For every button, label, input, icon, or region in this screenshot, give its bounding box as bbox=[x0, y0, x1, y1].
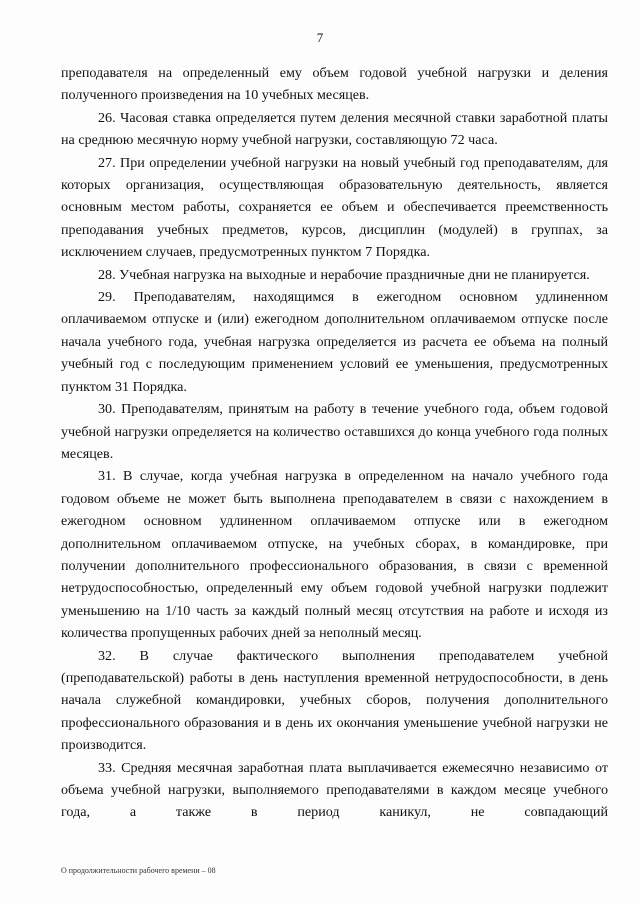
paragraph-30: 30. Преподавателям, принятым на работу в течение учебного года, объем годовой учебной нагрузки определяется на количество оставшихся до конца учебного года полных месяцев. bbox=[61, 401, 608, 462]
document-body bbox=[61, 62, 608, 824]
paragraph-26: 26. Часовая ставка определяется путем деления месячной ставки заработной платы на среднюю месячную норму учебной нагрузки, составляющую 72 часа. bbox=[61, 109, 608, 149]
footer-note: О продолжительности рабочего времени – 08 bbox=[61, 866, 216, 875]
paragraph-31: 31. В случае, когда учебная нагрузка в определенном на начало учебного года годовом объеме не может быть выполнена преподавателем в связи с нахождением в ежегодном основном удлиненном оплачиваемом отпуске или в ежегодном дополнительном оплачиваемом отпуске, на учебных сборах, в командировке, при получении дополнительного профессионального образования, в связи с временной нетрудоспособностью, определенный ему объем годовой учебной нагрузки подлежит уменьшению на 1/10 часть за каждый полный месяц отсутствия на работе и исходя из количества пропущенных рабочих дней за неполный месяц. bbox=[61, 468, 608, 642]
paragraph-32: 32. В случае фактического выполнения преподавателем учебной (преподавательской) работы в день наступления временной нетрудоспособности, в день начала служебной командировки, учебных сборов, получения дополнительного профессионального образования и в день их окончания уменьшение учебной нагрузки не производится. bbox=[61, 647, 608, 754]
paragraph-continuation: преподавателя на определенный ему объем годовой учебной нагрузки и деления полученного произведения на 10 учебных месяцев. bbox=[61, 65, 608, 104]
paragraph-27: 27. При определении учебной нагрузки на новый учебный год преподавателям, для которых организация, осуществляющая образовательную деятельность, является основным местом работы, сохраняется ее объем и обеспечивается преемственность преподавания учебных предметов, курсов, дисциплин (модулей) в группах, за исключением случаев, предусмотренных пунктом 7 Порядка. bbox=[61, 154, 608, 261]
paragraph-33: 33. Средняя месячная заработная плата выплачивается ежемесячно независимо от объема учебной нагрузки, выполняемого преподавателями в каждом месяце учебного года, а также в период каникул, не совпадающий bbox=[61, 759, 608, 821]
paragraph-29: 29. Преподавателям, находящимся в ежегодном основном удлиненном оплачиваемом отпуске и (или) ежегодном дополнительном оплачиваемом отпуске после начала учебного года, учебная нагрузка определяется из расчета ее объема на полный учебный год с последующим применением условий ее уменьшения, предусмотренных пунктом 31 Порядка. bbox=[61, 289, 608, 395]
page-number: 7 bbox=[316, 30, 324, 45]
paragraph-28: 28. Учебная нагрузка на выходные и нерабочие праздничные дни не планируется. bbox=[98, 266, 590, 283]
